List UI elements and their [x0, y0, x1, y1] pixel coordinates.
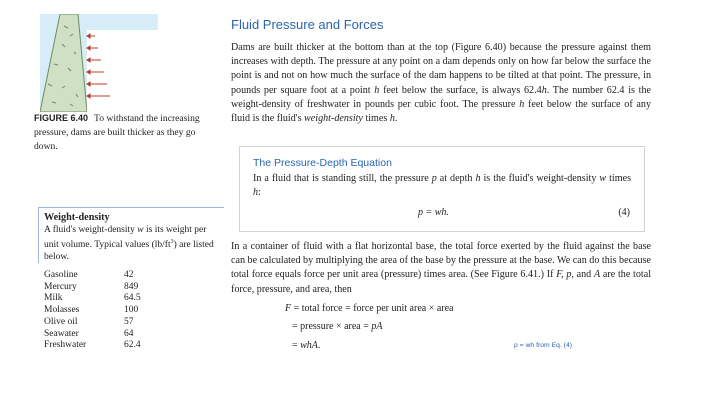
weight-density-table [44, 270, 141, 352]
fluid-name: Milk [44, 293, 63, 304]
figure-caption [34, 111, 216, 154]
dam-illustration [40, 14, 158, 112]
fluid-density-value: 62.4 [124, 340, 141, 351]
weight-density-sidebar [38, 207, 224, 263]
force-equation-line-2: = pressure × area = pA [292, 321, 383, 332]
fluid-density-value: 100 [124, 305, 139, 316]
dam-water [87, 30, 158, 112]
equation-number: (4) [618, 207, 630, 218]
density-row [44, 340, 141, 352]
density-row [44, 293, 141, 305]
figure-caption-text: To withstand the increasing pressure, dams are built thicker as they go down. [34, 113, 200, 152]
fluid-name: Mercury [44, 281, 77, 292]
weight-density-description: A fluid's weight-density w is its weight per unit volume. Typical values $(lb/ft^3)$ are listed below. [44, 225, 214, 263]
pressure-depth-equation-box [239, 146, 645, 232]
figure-label: FIGURE 6.40 [34, 113, 89, 123]
fluid-name: Gasoline [44, 270, 78, 280]
fluid-density-value: 849 [124, 281, 139, 292]
force-equation-line-3: = whA. [292, 340, 321, 351]
equation-box-text: In a fluid that is standing still, the pressure p at depth h is the fluid's weight-density w times h: [253, 173, 631, 199]
force-equation-line-1: F = total force = force per unit area × area [285, 303, 454, 314]
fluid-name: Molasses [44, 305, 80, 316]
intro-paragraph: Dams are built thicker at the bottom than at the top (Figure 6.40) because the pressure against them increases with depth. The pressure at any point on a dam depends only on how far below the surface the point is and not on how much the surface of the dam happens to be tilted at that point. The pressure, in pounds per square foot at a point h feet below the surface, is always 62.4h. The number 62.4 is the weight-density of freshwater in pounds per cubic foot. The pressure h feet below the surface of any fluid is the fluid's weight-density times h. [231, 42, 652, 125]
density-row [44, 305, 141, 317]
pressure-depth-equation: p = wh. [418, 207, 449, 218]
section-title: Fluid Pressure and Forces [231, 17, 384, 32]
equation-side-note: p = wh from Eq. (4) [514, 342, 572, 349]
weight-density-title: Weight-density [44, 212, 110, 223]
density-row [44, 317, 141, 329]
total-force-paragraph: In a container of fluid with a flat horizontal base, the total force exerted by the fluid against the base can be calculated by multiplying the area of the base by the pressure at the base. We can do this because total force equals force per unit area (pressure) times area. (See Figure 6.41.) If F, p, and A are the total force, pressure, and area, then [231, 241, 651, 295]
fluid-name: Olive oil [44, 316, 78, 327]
equation-box-title: The Pressure-Depth Equation [253, 157, 392, 169]
density-row [44, 270, 141, 282]
fluid-name: Freshwater [44, 340, 87, 351]
density-row [44, 329, 141, 341]
fluid-density-value: 42 [124, 270, 134, 280]
fluid-density-value: 64.5 [124, 293, 141, 304]
density-row [44, 282, 141, 294]
fluid-name: Seawater [44, 328, 79, 339]
fluid-density-value: 57 [124, 316, 134, 327]
fluid-density-value: 64 [124, 328, 134, 339]
